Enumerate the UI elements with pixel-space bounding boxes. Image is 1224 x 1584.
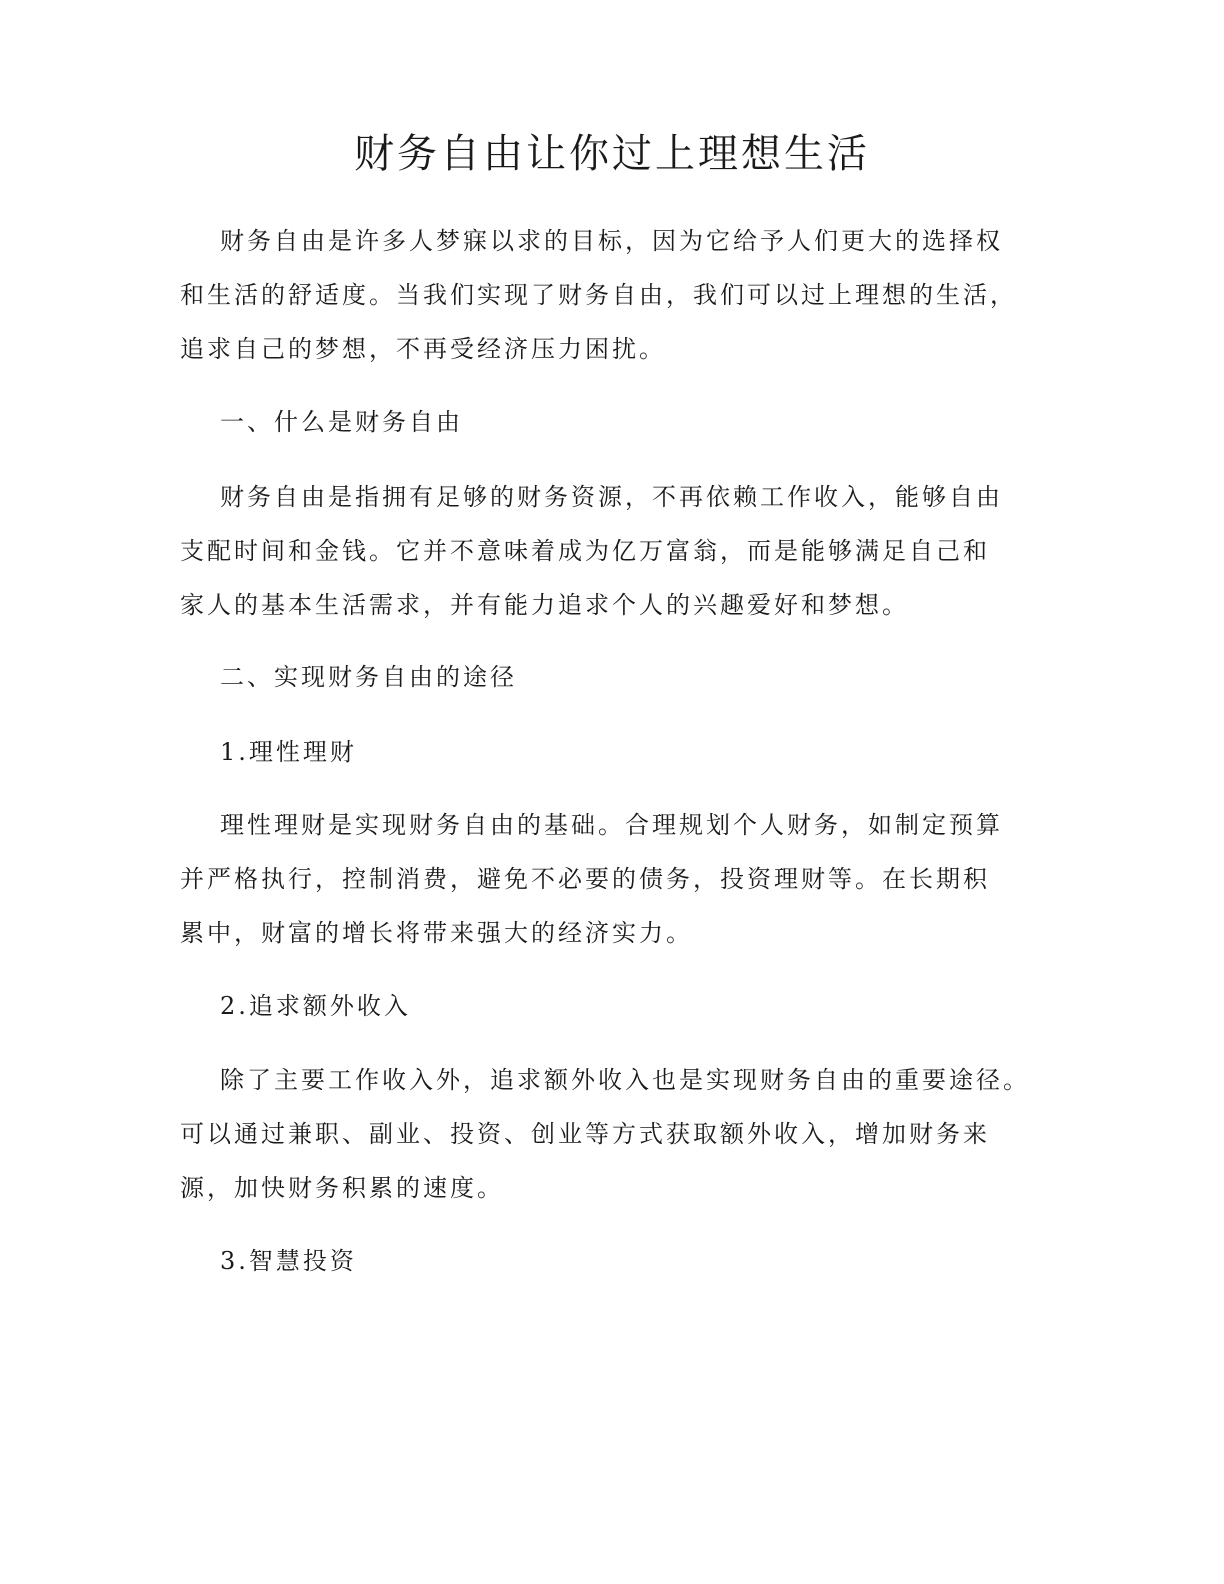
item3-heading: 3.智慧投资 [220, 1247, 357, 1275]
item1-heading: 1.理性理财 [220, 738, 357, 766]
section1-line-3: 家人的基本生活需求，并有能力追求个人的兴趣爱好和梦想。 [180, 591, 909, 619]
intro-line-3: 追求自己的梦想，不再受经济压力困扰。 [180, 335, 666, 363]
item1-line-3: 累中，财富的增长将带来强大的经济实力。 [180, 919, 693, 947]
intro-line-2: 和生活的舒适度。当我们实现了财务自由，我们可以过上理想的生活， [180, 281, 1017, 309]
document-title: 财务自由让你过上理想生活 [354, 131, 870, 177]
section1-heading: 一、什么是财务自由 [220, 408, 463, 436]
intro-line-1: 财务自由是许多人梦寐以求的目标，因为它给予人们更大的选择权 [220, 227, 1003, 255]
intro-paragraph [180, 214, 1060, 376]
item2-line-1: 除了主要工作收入外，追求额外收入也是实现财务自由的重要途径。 [220, 1066, 1030, 1094]
item2-heading: 2.追求额外收入 [220, 992, 411, 1020]
section1-line-2: 支配时间和金钱。它并不意味着成为亿万富翁，而是能够满足自己和 [180, 537, 990, 565]
item1-line-1: 理性理财是实现财务自由的基础。合理规划个人财务，如制定预算 [220, 811, 1003, 839]
item1-line-2: 并严格执行，控制消费，避免不必要的债务，投资理财等。在长期积 [180, 865, 990, 893]
section2-heading: 二、实现财务自由的途径 [220, 663, 517, 691]
item2-paragraph [180, 1053, 1060, 1215]
section1-line-1: 财务自由是指拥有足够的财务资源，不再依赖工作收入，能够自由 [220, 483, 1003, 511]
section1-paragraph [180, 470, 1060, 632]
item2-line-3: 源，加快财务积累的速度。 [180, 1174, 504, 1202]
item1-paragraph [180, 798, 1060, 960]
item2-line-2: 可以通过兼职、副业、投资、创业等方式获取额外收入，增加财务来 [180, 1120, 990, 1148]
